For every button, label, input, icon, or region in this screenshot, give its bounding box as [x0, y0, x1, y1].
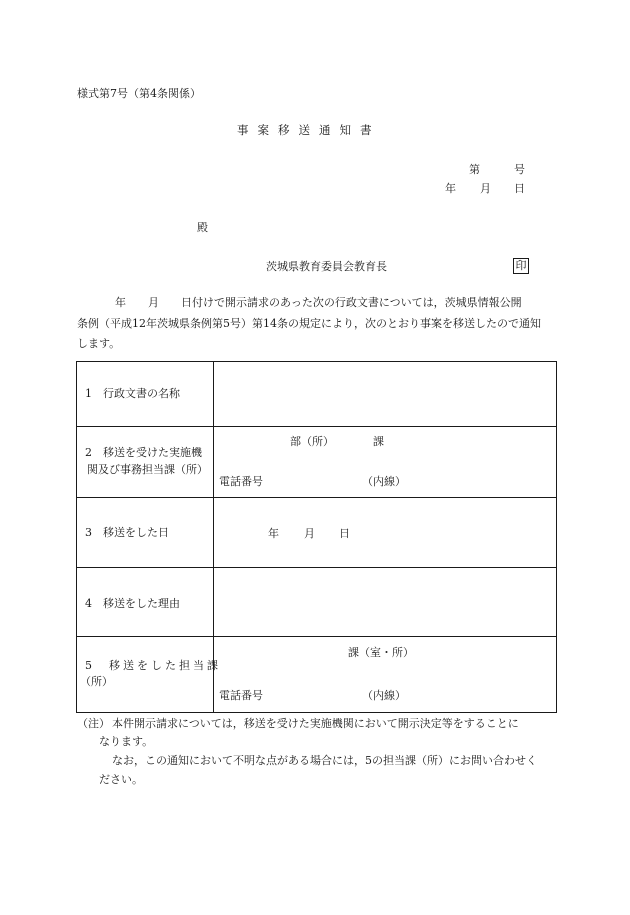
label-cell	[77, 498, 214, 568]
section-label: 課	[373, 435, 384, 448]
transfer-month: 月	[304, 527, 315, 540]
note-line2: なります。	[99, 735, 154, 748]
transfer-date-field[interactable]	[214, 498, 557, 568]
extension-label: （内線）	[362, 689, 406, 702]
issue-year: 年	[445, 182, 456, 195]
label-responsible-section-1: 5 移送をした担当課	[85, 659, 221, 672]
transfer-reason-field[interactable]	[214, 568, 557, 637]
note-line1: 本件開示請求については，移送を受けた実施機関において開示決定等をすることに	[112, 717, 519, 730]
note-marker: （注）	[77, 717, 110, 730]
row-responsible-section	[77, 637, 557, 713]
transfer-form-table	[76, 361, 557, 713]
extension-label: （内線）	[362, 475, 406, 488]
label-cell	[77, 568, 214, 637]
body-month: 月	[148, 296, 159, 309]
receiving-agency-field[interactable]	[214, 427, 557, 498]
row-transfer-date	[77, 498, 557, 568]
note-line4: ださい。	[99, 773, 143, 786]
number-suffix: 号	[514, 163, 525, 176]
issue-month: 月	[480, 182, 491, 195]
body-line2: 条例（平成12年茨城県条例第5号）第14条の規定により，次のとおり事案を移送したので通知	[77, 317, 541, 330]
body-line1: 日付けで開示請求のあった次の行政文書については，茨城県情報公開	[181, 296, 522, 309]
note-line3: なお，この通知において不明な点がある場合には，5の担当課（所）にお問い合わせく	[112, 754, 537, 767]
body-line3: します。	[77, 337, 121, 350]
label-transfer-reason: 4 移送をした理由	[85, 597, 180, 610]
phone-label: 電話番号	[219, 689, 263, 702]
document-title: 事案移送通知書	[237, 123, 381, 137]
responsible-section-label: 課（室・所）	[348, 646, 414, 659]
phone-label: 電話番号	[219, 475, 263, 488]
label-receiving-agency-2: 関及び事務担当課（所）	[87, 463, 208, 476]
label-document-name: 1 行政文書の名称	[85, 387, 180, 400]
issue-day: 日	[514, 182, 525, 195]
transfer-day: 日	[339, 527, 350, 540]
document-name-field[interactable]	[214, 362, 557, 427]
number-prefix: 第	[469, 163, 480, 176]
label-cell	[77, 637, 221, 713]
transfer-year: 年	[268, 527, 279, 540]
label-cell	[77, 427, 214, 498]
row-document-name	[77, 362, 557, 427]
row-transfer-reason	[77, 568, 557, 637]
label-cell	[77, 362, 214, 427]
sender-name: 茨城県教育委員会教育長	[266, 260, 387, 273]
row-receiving-agency	[77, 427, 557, 498]
addressee: 殿	[197, 221, 208, 234]
responsible-section-field[interactable]	[214, 637, 557, 713]
dept-label: 部（所）	[290, 435, 334, 448]
seal-mark: 印	[513, 258, 529, 274]
label-receiving-agency-1: 2 移送を受けた実施機	[85, 446, 202, 459]
label-transfer-date: 3 移送をした日	[85, 526, 169, 539]
form-reference: 様式第7号（第4条関係）	[77, 87, 201, 100]
body-year: 年	[115, 296, 126, 309]
label-responsible-section-2: （所）	[80, 675, 113, 688]
